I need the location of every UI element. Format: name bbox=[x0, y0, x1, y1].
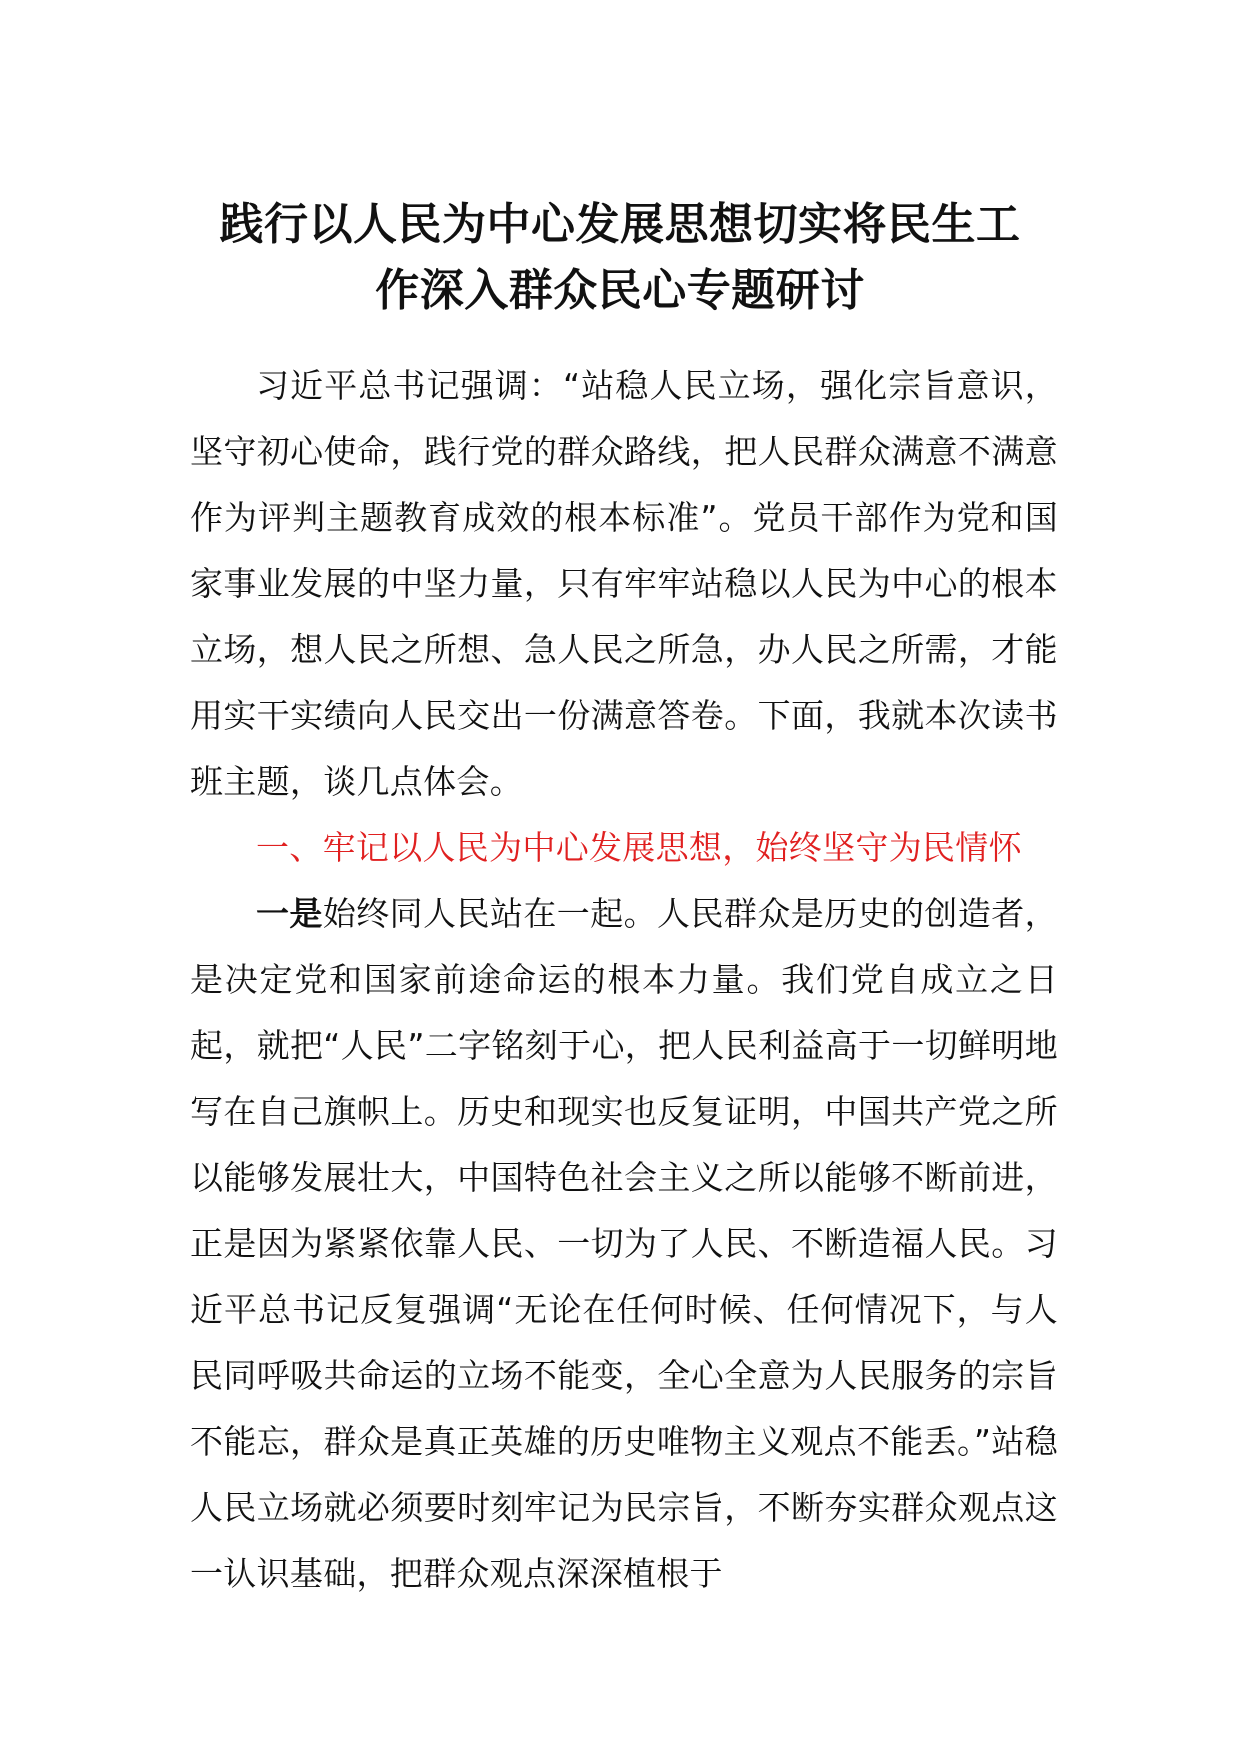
title-line-1: 践行以人民为中心发展思想切实将民生工 bbox=[219, 199, 1021, 250]
document-body bbox=[190, 353, 1058, 1607]
document-title bbox=[150, 192, 1090, 324]
point-1-text: 始终同人民站在一起。人民群众是历史的创造者，是决定党和国家前途命运的根本力量。我们党自成立之日起，就把“人民”二字铭刻于心，把人民利益高于一切鲜明地写在自己旗帜上。历史和现实也反复证明，中国共产党之所以能够发展壮大，中国特色社会主义之所以能够不断前进，正是因为紧紧依靠人民、一切为了人民、不断造福人民。习近平总书记反复强调“无论在任何时候、任何情况下，与人民同呼吸共命运的立场不能变，全心全意为人民服务的宗旨不能忘，群众是真正英雄的历史唯物主义观点不能丢。”站稳人民立场就必须要时刻牢记为民宗旨，不断夯实群众观点这一认识基础，把群众观点深深植根于 bbox=[190, 894, 1058, 1593]
point-1-lead: 一是 bbox=[256, 894, 323, 933]
section-heading-1: 一、牢记以人民为中心发展思想，始终坚守为民情怀 bbox=[256, 828, 1022, 867]
intro-paragraph: 习近平总书记强调：“站稳人民立场，强化宗旨意识，坚守初心使命，践行党的群众路线，把人民群众满意不满意作为评判主题教育成效的根本标准”。党员干部作为党和国家事业发展的中坚力量，只有牢牢站稳以人民为中心的根本立场，想人民之所想、急人民之所急，办人民之所需，才能用实干实绩向人民交出一份满意答卷。下面，我就本次读书班主题，谈几点体会。 bbox=[190, 366, 1058, 801]
title-line-2: 作深入群众民心专题研讨 bbox=[375, 265, 865, 316]
point-1-paragraph bbox=[190, 881, 1058, 1607]
